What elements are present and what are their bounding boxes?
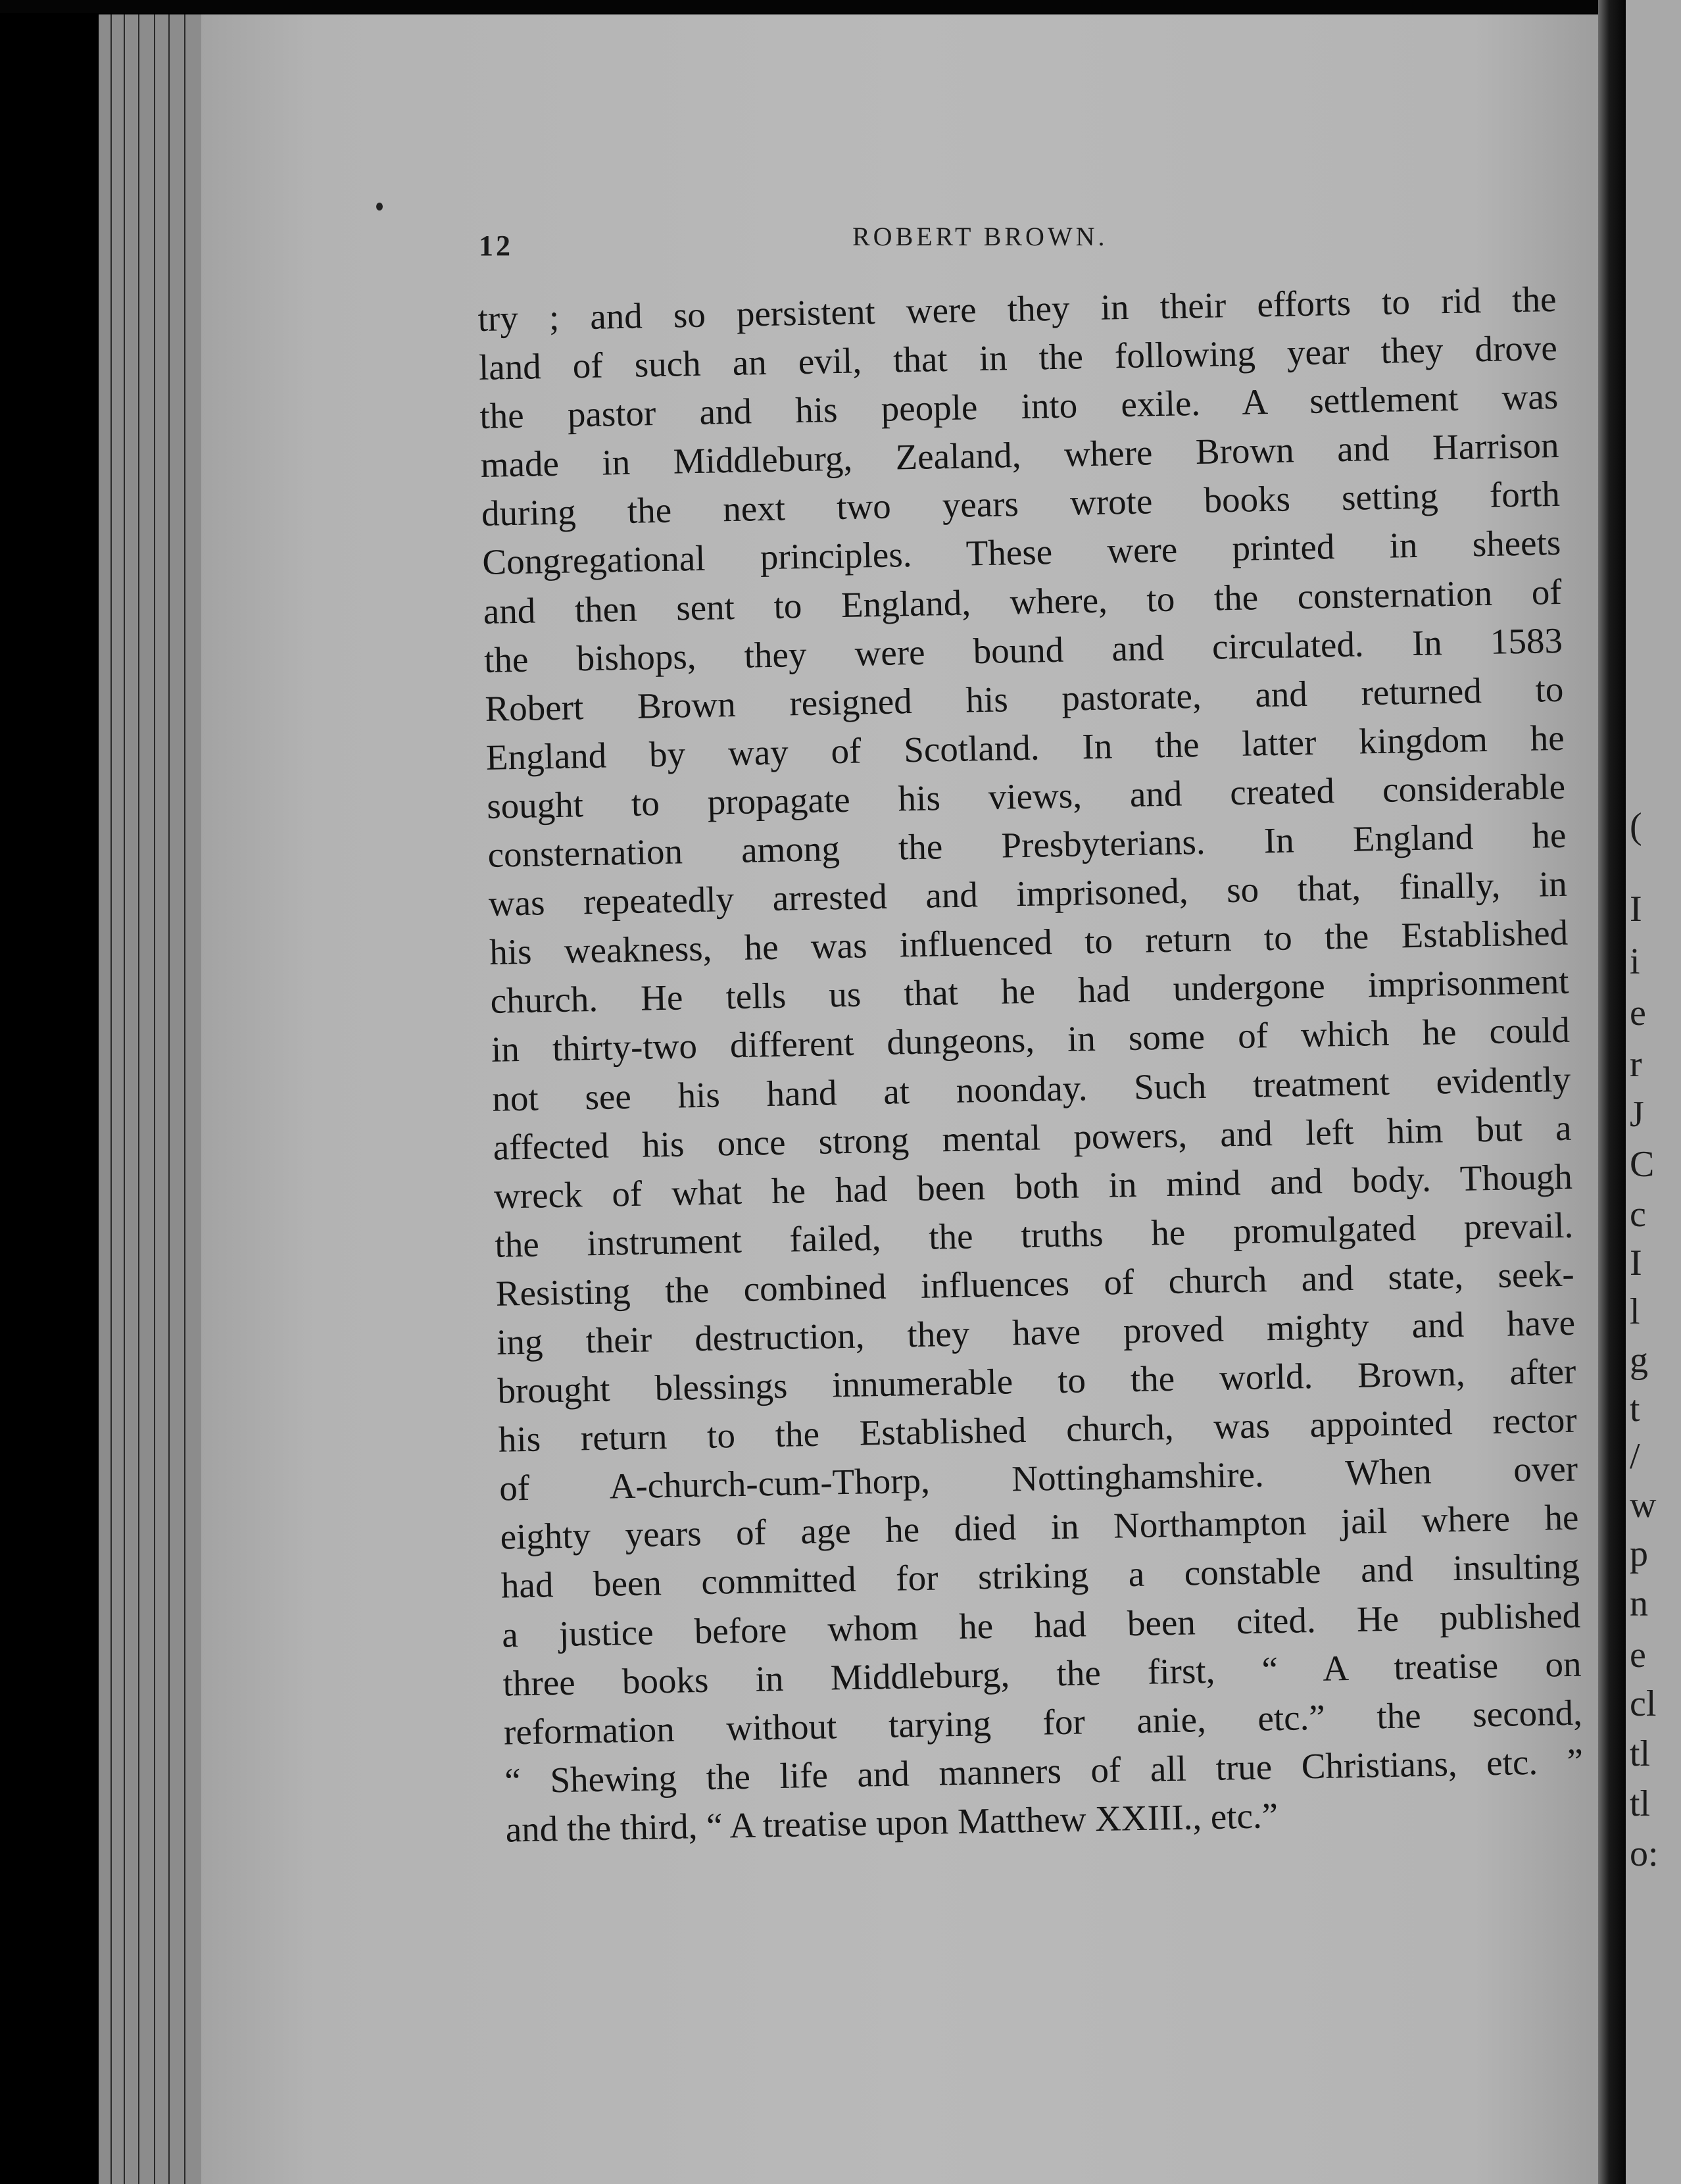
text-line: three books in Middleburg, the first, “ A treatise on (502, 1643, 1582, 1704)
text-line: eighty years of age he died in Northampton jail where he (500, 1497, 1579, 1558)
text-line: England by way of Scotland. In the latter kingdom he (485, 717, 1565, 778)
adjacent-page-fragment: i (1630, 941, 1640, 982)
adjacent-page-fragment: g (1630, 1340, 1648, 1381)
text-line: of A-church-cum-Thorp, Nottinghamshire. When over (499, 1448, 1578, 1508)
text-line: land of such an evil, that in the following year they drove (478, 328, 1558, 388)
text-line: and the third, “ A treatise upon Matthew XXIII., etc.” (505, 1795, 1279, 1850)
text-line: his weakness, he was influenced to return to the Established (489, 912, 1569, 973)
adjacent-page (1626, 0, 1681, 2184)
page-edge (185, 14, 203, 2184)
text-line: wreck of what he had been both in mind and body. Though (493, 1156, 1573, 1216)
adjacent-page-fragment: c (1630, 1194, 1646, 1235)
text-line: in thirty-two different dungeons, in some of which he could (491, 1010, 1571, 1070)
text-line: his return to the Established church, was appointed rector (498, 1399, 1578, 1460)
adjacent-page-fragment: J (1630, 1094, 1644, 1135)
text-line: try ; and so persistent were they in their efforts to rid the (477, 278, 1557, 339)
text-line: during the next two years wrote books setting forth (481, 474, 1561, 534)
text-line: Congregational principles. These were printed in sheets (481, 522, 1561, 583)
adjacent-page-fragment: / (1630, 1436, 1640, 1477)
text-line: affected his once strong mental powers, and left him but a (493, 1107, 1572, 1168)
page-edge (155, 14, 170, 2184)
adjacent-page-fragment: o: (1630, 1833, 1659, 1874)
adjacent-page-fragment: p (1630, 1533, 1648, 1574)
text-line: “ Shewing the life and manners of all true Christians, etc. ” (504, 1741, 1584, 1801)
page-edge (125, 14, 140, 2184)
text-line: sought to propagate his views, and created considerable (486, 766, 1566, 826)
text-line: the pastor and his people into exile. A settlement was (479, 376, 1559, 437)
adjacent-page-fragment: e (1630, 993, 1646, 1033)
text-line: church. He tells us that he had undergone imprisonment (490, 961, 1569, 1022)
text-line: ing their destruction, they have proved mighty and have (496, 1302, 1576, 1362)
text-line: not see his hand at noonday. Such treatment evidently (491, 1058, 1571, 1119)
adjacent-page-fragment: e (1630, 1635, 1646, 1675)
text-line: a justice before whom he had been cited. He published (501, 1595, 1581, 1655)
scan-border (0, 0, 1681, 13)
text-line: was repeatedly arrested and imprisoned, so that, finally, in (488, 863, 1568, 924)
text-line: the instrument failed, the truths he promulgated prevail. (494, 1204, 1574, 1265)
adjacent-page-fragment: C (1630, 1144, 1655, 1185)
adjacent-page-fragment: l (1630, 1291, 1640, 1332)
adjacent-page-fragment: tl (1630, 1733, 1651, 1774)
adjacent-page-fragment: ( (1630, 806, 1642, 847)
adjacent-page-fragment: I (1630, 1243, 1642, 1283)
book-gutter (1598, 0, 1626, 2184)
page-edge (112, 14, 126, 2184)
adjacent-page-fragment: r (1630, 1044, 1642, 1085)
text-line: Robert Brown resigned his pastorate, and returned to (484, 668, 1564, 729)
body-text (477, 275, 1584, 1854)
running-head: ROBERT BROWN. (852, 222, 1108, 251)
page-edge (139, 14, 156, 2184)
text-line: had been committed for striking a constable and insulting (500, 1546, 1580, 1606)
adjacent-page-fragment: tl (1630, 1783, 1651, 1824)
text-line: brought blessings innumerable to the world. Brown, after (497, 1351, 1576, 1411)
text-line: and then sent to England, where, to the consternation of (483, 571, 1563, 632)
page-edge (99, 14, 112, 2184)
text-line: Resisting the combined influences of church and state, seek- (495, 1253, 1575, 1314)
adjacent-page-fragment: cl (1630, 1683, 1657, 1724)
adjacent-page-fragment: I (1630, 889, 1642, 930)
text-line: the bishops, they were bound and circulated. In 1583 (483, 620, 1563, 680)
text-line: consternation among the Presbyterians. In England he (487, 814, 1567, 875)
text-line: made in Middleburg, Zealand, where Brown and Harrison (480, 425, 1560, 485)
page-edge (170, 14, 186, 2184)
ink-speck (376, 203, 383, 211)
page-number: 12 (479, 230, 513, 262)
text-line: reformation without tarying for anie, etc.” the second, (503, 1692, 1583, 1752)
adjacent-page-fragment: t (1630, 1389, 1640, 1429)
adjacent-page-fragment: w (1630, 1485, 1657, 1526)
adjacent-page-fragment: n (1630, 1583, 1648, 1624)
